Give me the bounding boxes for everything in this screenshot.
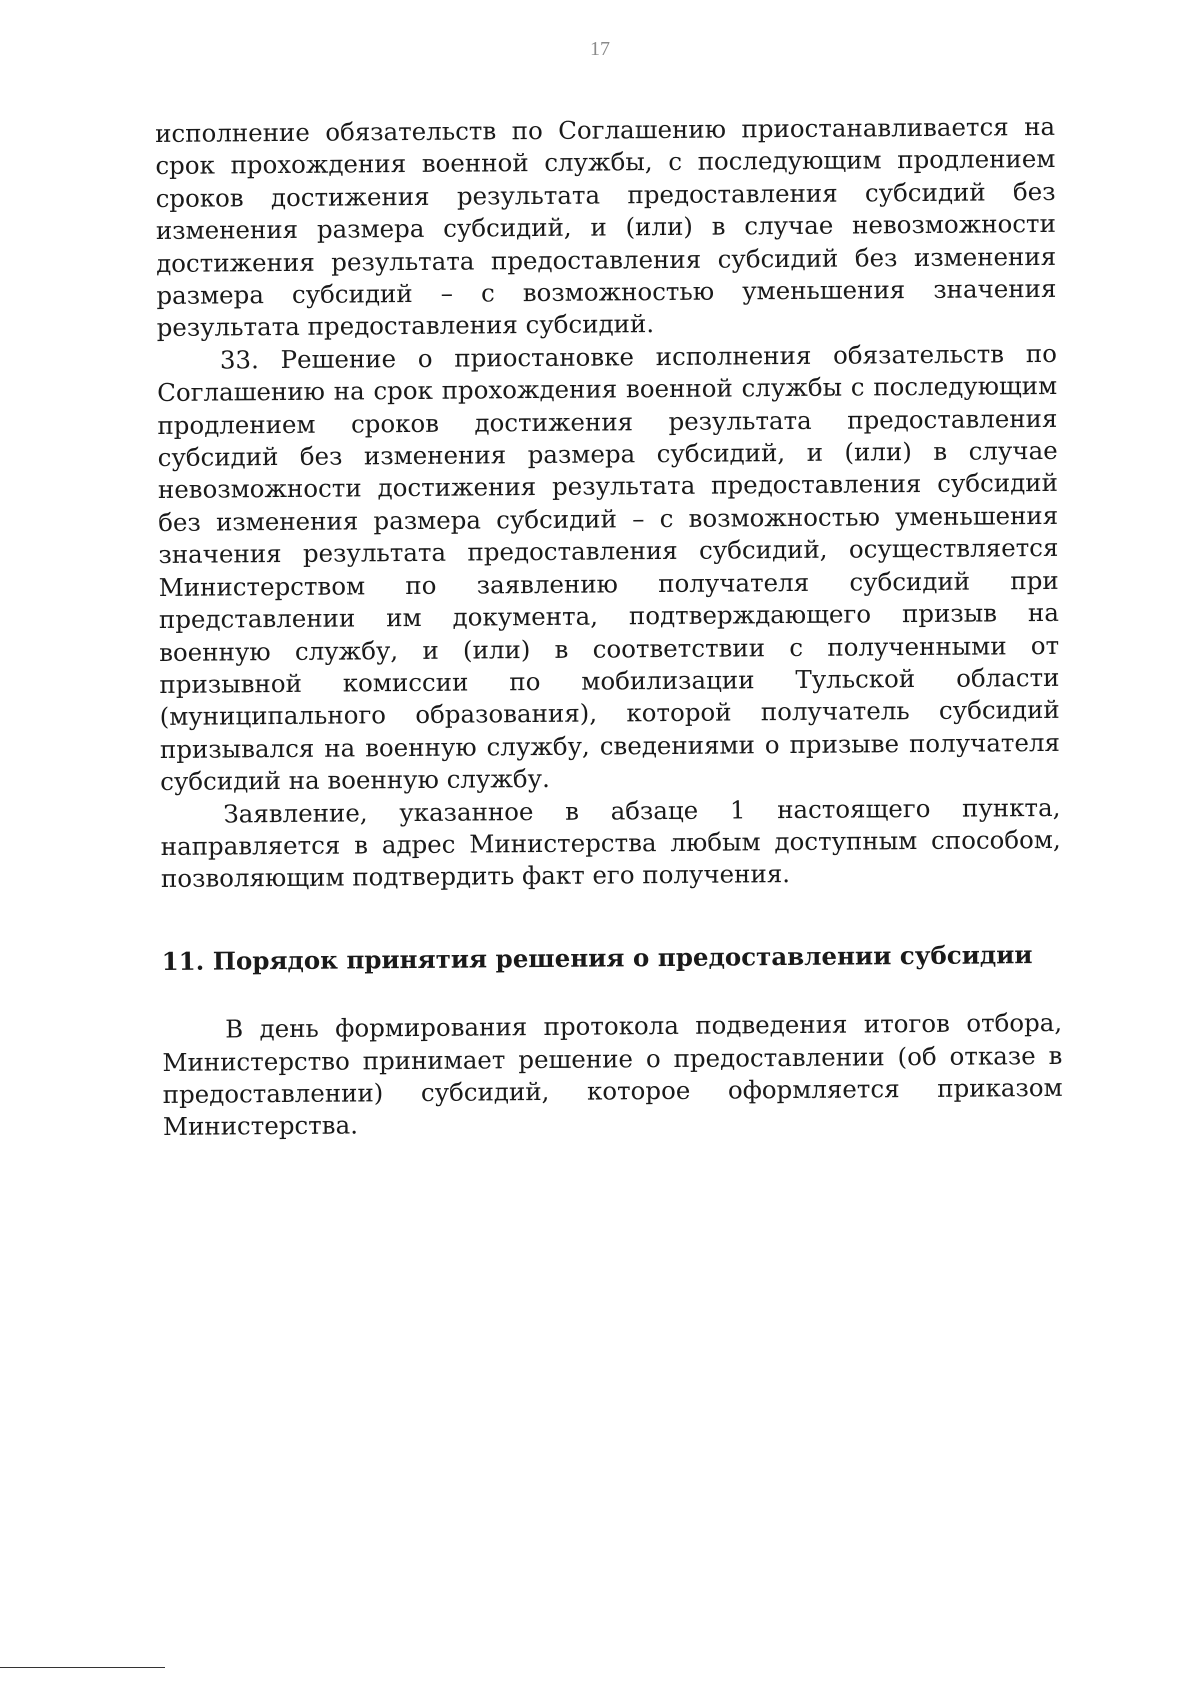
document-body [155, 111, 1063, 1144]
paragraph-decision: В день формирования протокола подведения итогов отбора, Министерство принимает решение о предоставлении (об отказе в предоставлении) субсидий, которое оформляется приказом Министерства. [162, 1008, 1063, 1142]
section-body [162, 1007, 1063, 1144]
page-number: 17 [590, 38, 610, 60]
footnote-rule [0, 1667, 165, 1668]
paragraph-item-33: 33. Решение о приостановке исполнения обязательств по Соглашению на срок прохождения военной службы с последующим продлением сроков достижения результата предоставления субсидий без изменения размера субсидий, и (или) в случае невозможности достижения результата предоставления субсидий без изменения размера субсидий – с возможностью уменьшения значения результата предоставления субсидий, осуществляется Министерством по заявлению получателя субсидий при представлении им документа, подтверждающего призыв на военную службу, и (или) в соответствии с полученными от призывной комиссии по мобилизации Тульской области (муниципального образования), которой получатель субсидий призывался на военную службу, сведениями о призыве получателя субсидий на военную службу. [157, 338, 1061, 797]
paragraph-continuation: исполнение обязательств по Соглашению приостанавливается на срок прохождения военной службы, с последующим продлением сроков достижения результата предоставления субсидий без изменения размера субсидий, и (или) в случае невозможности достижения результата предоставления субсидий без изменения размера субсидий – с возможностью уменьшения значения результата предоставления субсидий. [155, 111, 1057, 343]
section-heading: 11. Порядок принятия решения о предоставлении субсидии [161, 939, 1033, 976]
paragraph-application-note: Заявление, указанное в абзаце 1 настоящего пункта, направляется в адрес Министерства любым доступным способом, позволяющим подтвердить факт его получения. [160, 792, 1061, 894]
